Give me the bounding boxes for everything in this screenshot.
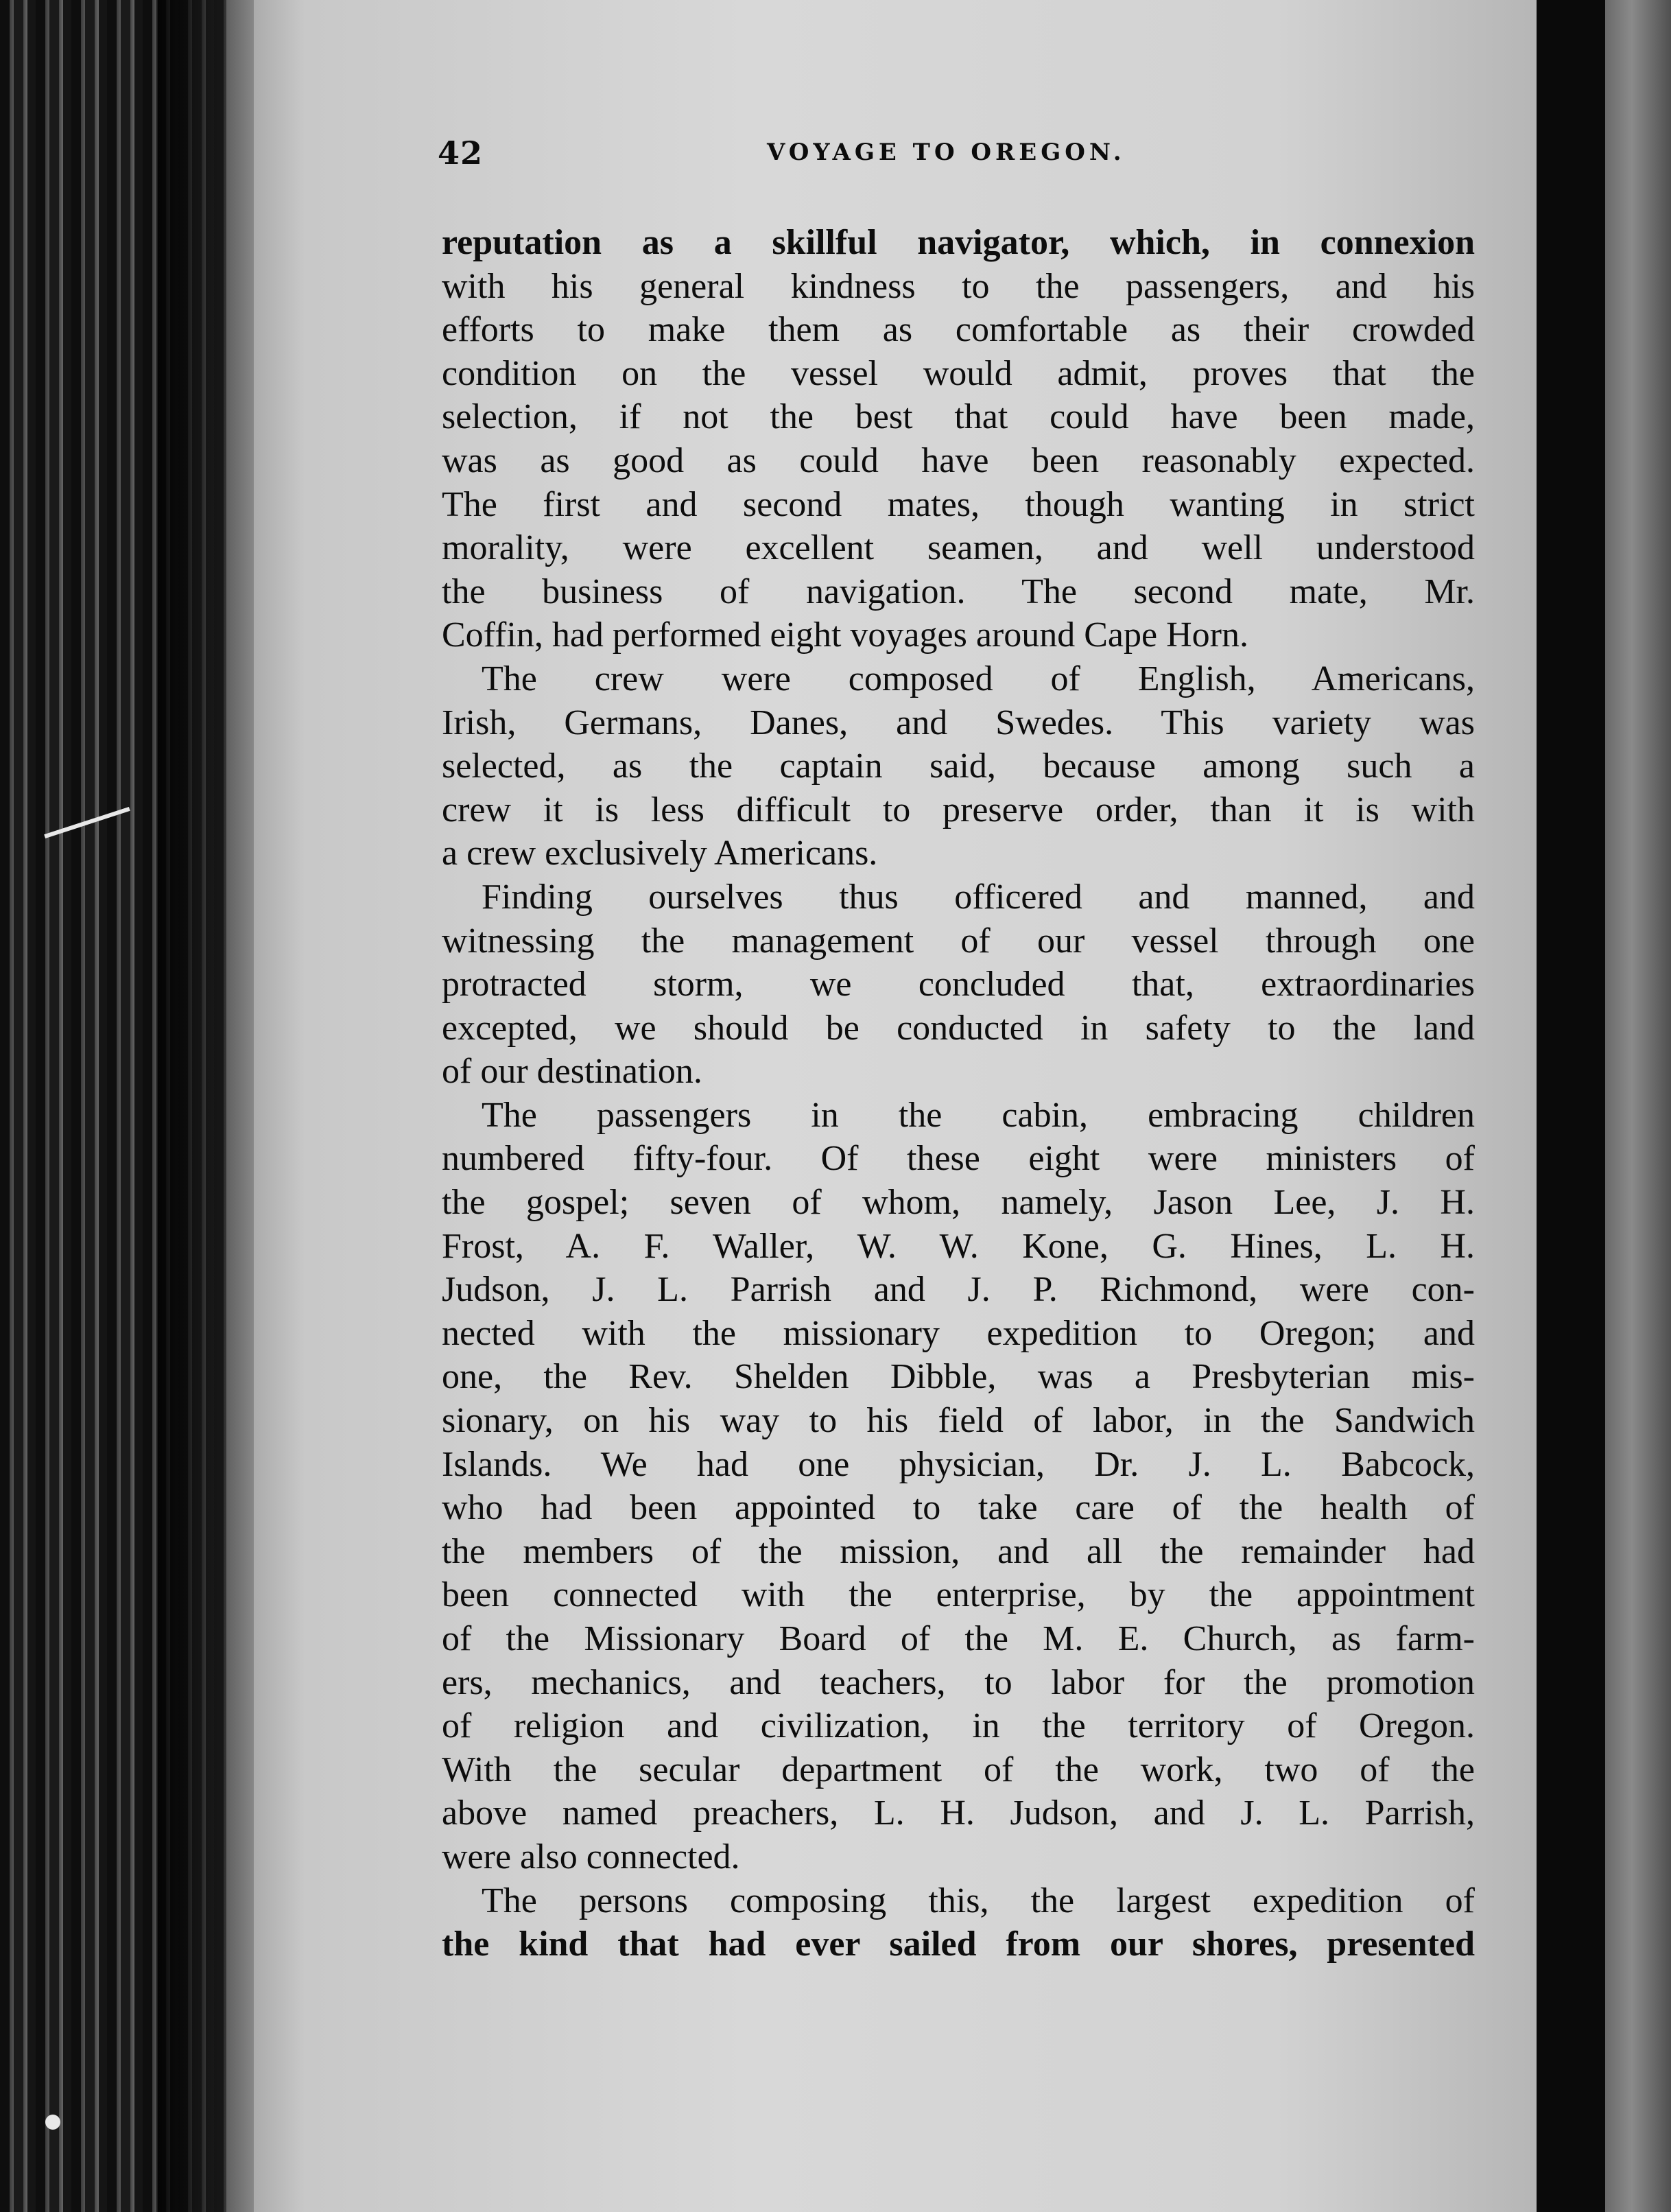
text-line: Coffin, had performed eight voyages around Cape Horn. — [442, 615, 1248, 655]
text-line: With the secular department of the work, two of the — [442, 1750, 1475, 1789]
right-dark-band — [1537, 0, 1605, 2212]
text-line: excepted, we should be conducted in safety to the land — [442, 1008, 1475, 1048]
text-line: the business of navigation. The second mate, Mr. — [442, 572, 1475, 611]
text-line: crew it is less difficult to preserve order, than it is with — [442, 790, 1475, 830]
running-title: VOYAGE TO OREGON. — [767, 139, 1126, 166]
text-line: the kind that had ever sailed from our shores, presented — [442, 1925, 1475, 1964]
text-line: Judson, J. L. Parrish and J. P. Richmond, were con- — [442, 1270, 1475, 1310]
text-line: selection, if not the best that could have been made, — [442, 397, 1475, 437]
text-line: Finding ourselves thus officered and manned, and — [482, 877, 1475, 917]
right-page-edge — [1605, 0, 1671, 2212]
text-line: of the Missionary Board of the M. E. Church, as farm- — [442, 1619, 1475, 1658]
text-line: nected with the missionary expedition to Oregon; and — [442, 1313, 1475, 1353]
text-line: The persons composing this, the largest expedition of — [482, 1881, 1475, 1920]
text-line: of our destination. — [442, 1052, 702, 1092]
text-line: Irish, Germans, Danes, and Swedes. This variety was — [442, 703, 1475, 742]
text-line: ers, mechanics, and teachers, to labor for the promotion — [442, 1662, 1475, 1702]
text-line: above named preachers, L. H. Judson, and J. L. Parrish, — [442, 1793, 1475, 1833]
text-line: were also connected. — [442, 1837, 740, 1876]
text-line: who had been appointed to take care of the health of — [442, 1488, 1475, 1528]
text-line: Islands. We had one physician, Dr. J. L. Babcock, — [442, 1444, 1475, 1484]
text-line: the gospel; seven of whom, namely, Jason Lee, J. H. — [442, 1183, 1475, 1223]
text-line: was as good as could have been reasonably expected. — [442, 440, 1475, 480]
text-line: efforts to make them as comfortable as their crowded — [442, 310, 1475, 350]
text-line: Frost, A. F. Waller, W. W. Kone, G. Hines, L. H. — [442, 1226, 1475, 1266]
text-line: a crew exclusively Americans. — [442, 834, 878, 873]
text-line: been connected with the enterprise, by the appointment — [442, 1575, 1475, 1615]
text-line: the members of the mission, and all the remainder had — [442, 1531, 1475, 1571]
text-line: The first and second mates, though wanting in strict — [442, 484, 1475, 524]
text-line: condition on the vessel would admit, proves that the — [442, 353, 1475, 393]
text-line: morality, were excellent seamen, and well understood — [442, 528, 1475, 568]
body-text — [442, 221, 1475, 1966]
page-number: 42 — [438, 134, 484, 172]
text-line: The crew were composed of English, Americans, — [482, 659, 1475, 698]
text-line: with his general kindness to the passengers, and his — [442, 266, 1475, 306]
text-line: one, the Rev. Shelden Dibble, was a Presbyterian mis- — [442, 1357, 1475, 1397]
page-speck-bottom — [45, 2115, 60, 2130]
text-line: witnessing the management of our vessel through one — [442, 921, 1475, 961]
text-line: sionary, on his way to his field of labor, in the Sandwich — [442, 1401, 1475, 1441]
text-line: selected, as the captain said, because among such a — [442, 746, 1475, 786]
text-line: The passengers in the cabin, embracing children — [482, 1095, 1475, 1135]
text-line: reputation as a skillful navigator, which, in connexion — [442, 223, 1475, 262]
text-line: of religion and civilization, in the territory of Oregon. — [442, 1706, 1475, 1746]
text-line: numbered fifty-four. Of these eight were ministers of — [442, 1139, 1475, 1179]
text-line: protracted storm, we concluded that, extraordinaries — [442, 965, 1475, 1004]
running-head — [438, 134, 1425, 176]
gutter-shadow — [158, 0, 254, 2212]
